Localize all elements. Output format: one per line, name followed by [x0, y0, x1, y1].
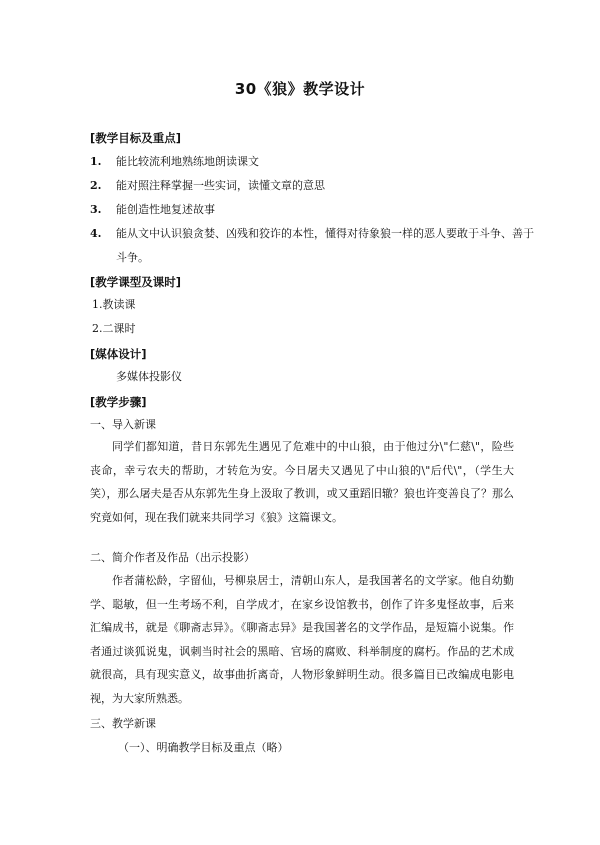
goal-item-1-text: 能比较流利地熟练地朗读课文 — [116, 155, 259, 168]
goal-item-3-num: 3. — [90, 203, 102, 216]
section-1-paragraph: 同学们都知道，昔日东郭先生遇见了危难中的中山狼，由于他过分\"仁慈\"，险些丧命，幸亏农夫的帮助，才转危为安。今日屠夫又遇见了中山狼的\"后代\"，（学生大笑），那么屠夫是否从东郭先生身上汲取了教训，或又重蹈旧辙？狼也许变善良了？那么究竟如何，现在我们就来共同学习《狼》这篇课文。 — [90, 440, 514, 524]
goal-item-4-continuation: 斗争。 — [116, 251, 149, 264]
lesson-item-1: 1.教读课 — [92, 298, 136, 311]
goal-item-2-text: 能对照注释掌握一些实词，读懂文章的意思 — [116, 179, 325, 192]
goal-item-1 — [90, 155, 259, 169]
goal-item-3 — [90, 203, 215, 217]
goals-heading: [教学目标及重点] — [90, 131, 182, 145]
media-heading: [媒体设计] — [90, 347, 147, 361]
section-2-title: 二、简介作者及作品（出示投影） — [90, 551, 255, 564]
goal-item-4-num: 4. — [90, 227, 102, 240]
steps-heading: [教学步骤] — [90, 395, 147, 409]
goal-item-2-num: 2. — [90, 179, 102, 192]
goal-item-4-text: 能从文中认识狼贪婪、凶残和狡诈的本性，懂得对待象狼一样的恶人要敢于斗争、善于 — [116, 227, 534, 240]
goal-item-2 — [90, 179, 325, 193]
lesson-heading: [教学课型及课时] — [90, 275, 182, 289]
goal-item-1-num: 1. — [90, 155, 102, 168]
section-3-title: 三、教学新课 — [90, 717, 156, 730]
section-3-subtitle: （一）、明确教学目标及重点（略） — [118, 741, 289, 754]
media-text: 多媒体投影仪 — [116, 370, 182, 383]
lesson-item-2: 2.二课时 — [92, 322, 136, 335]
section-2-paragraph: 作者蒲松龄，字留仙，号柳泉居士，清朝山东人，是我国著名的文学家。他自幼勤学、聪敏，但一生考场不利，自学成才，在家乡设馆教书，创作了许多鬼怪故事，后来汇编成书，就是《聊斋志异》。《聊斋志异》是我国著名的文学作品，是短篇小说集。作者通过谈狐说鬼，讽刺当时社会的黑暗、官场的腐败、科举制度的腐朽。作品的艺术成就很高，具有现实意义，故事曲折离奇，人物形象鲜明生动。很多篇目已改编成电影电视，为大家所熟悉。 — [90, 574, 514, 705]
goal-item-4 — [90, 227, 534, 241]
goal-item-3-text: 能创造性地复述故事 — [116, 203, 215, 216]
document-title: 30《狼》教学设计 — [234, 80, 366, 98]
section-1-title: 一、导入新课 — [90, 418, 156, 431]
